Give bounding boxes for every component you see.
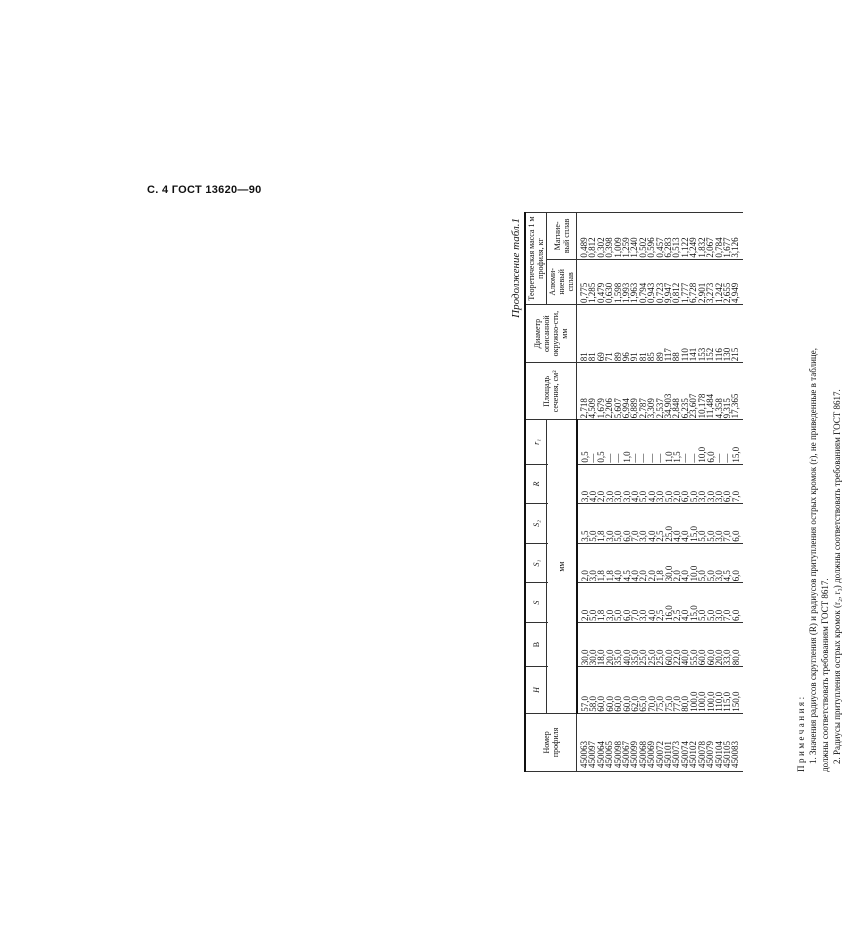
header-s: S [525,583,547,623]
notes [796,212,844,772]
page-header: С. 4 ГОСТ 13620—90 [147,184,262,196]
col-s2: 3,5 5,0 1,8 3,0 5,0 6,0 7,0 3,0 4,0 2,5 25,0 4,0 4,0 15,0 5,0 5,0 3,0 7,0 6,0 [577,504,744,544]
col-r: 3,0 4,0 2,0 3,0 3,0 3,0 4,0 5,0 4,0 3,0 5,0 2,0 6,0 5,0 3,0 3,0 3,0 6,0 7,0 [577,464,744,504]
header-diameter: Диаметр описанной окружно-сти, мм [525,305,577,363]
header-s1: S₁ [525,543,547,583]
header-unit-mm: мм [547,420,577,713]
col-h: 57,0 58,0 60,0 60,0 60,0 60,0 62,0 65,0 70,0 75,0 75,0 77,0 80,0 100,0 100,0 100,0 110,0 115,0 150,0 [577,667,744,714]
header-r: R [525,464,547,504]
col-s1: 2,0 3,0 1,8 1,8 4,0 4,5 4,0 2,0 2,0 1,8 30,0 2,0 4,0 10,0 5,0 5,0 3,0 4,5 6,0 [577,543,744,583]
note-1-line-2: должны соответствовать требованиям ГОСТ 8617. [820,578,830,772]
table-body [577,213,744,772]
header-s2: S₂ [525,504,547,544]
header-mass-magnesium: Магние-вый сплав [547,213,577,260]
rotated-table-block [510,212,866,772]
profile-table [524,212,743,772]
col-mass-aluminium: 0,775 1,285 0,479 0,630 1,598 1,993 1,963 0,794 0,943 0,723 9,947 0,812 1,777 6,728 2,901 3,273 1,242 2,655 4,949 [577,259,744,304]
header-area: Площадь сечения, см² [525,363,577,420]
col-area: 2,718 4,509 1,679 2,206 5,607 6,994 6,889 2,787 3,309 2,537 34,903 2,848 6,235 23,607 10,178 11,484 4,358 9,315 17,365 [577,363,744,420]
header-mass-aluminium: Алюми-ниевый сплав [547,259,577,304]
col-diameter: 81 81 69 71 89 96 91 81 85 89 117 88 110 141 153 152 116 130 215 [577,305,744,363]
col-r1: 0,5 — 0,5 — — 1,0 — — — — 1,0 1,5 — — 10,0 6,0 — — 15,0 [577,420,744,464]
header-mass-group: Теоретическая масса 1 м профиля, кг [525,213,547,305]
header-r1: r₁ [525,420,547,464]
note-1-line-1: 1. Значения радиусов скругления (R) и радиусов притупления острых кромок (r), не приведенные в таблице, [808,348,818,764]
header-h: H [525,667,547,714]
col-mass-magnesium: 0,489 0,812 0,302 0,398 1,009 1,259 1,240 0,502 0,596 0,457 6,283 0,513 1,122 4,249 1,832 2,067 0,784 1,677 3,126 [577,213,744,260]
col-b: 30,0 30,0 18,0 20,0 35,0 40,0 35,0 25,0 25,0 25,0 60,0 22,0 40,0 55,0 60,0 60,0 20,0 33,0 80,0 [577,622,744,666]
header-b: B [525,622,547,666]
note-2: 2. Радиусы притупления острых кромок (r₂, r₃) должны соответствовать требованиям ГОСТ 8617. [832,389,842,764]
table-continuation-label: Продолжение табл.1 [510,218,522,318]
header-profile-number: Номер профиля [525,713,577,771]
col-profile-number: 450063 450097 450064 450065 450098 450067 450099 450068 450069 450072 450101 450073 450074 450102 450078 450079 450104 450105 450083 [577,713,744,771]
col-s: 2,0 5,0 1,8 3,0 5,0 6,0 7,0 3,0 4,0 2,5 16,0 2,5 4,0 15,0 5,0 5,0 3,0 7,0 6,0 [577,583,744,623]
notes-title: Примечания: [796,694,806,772]
